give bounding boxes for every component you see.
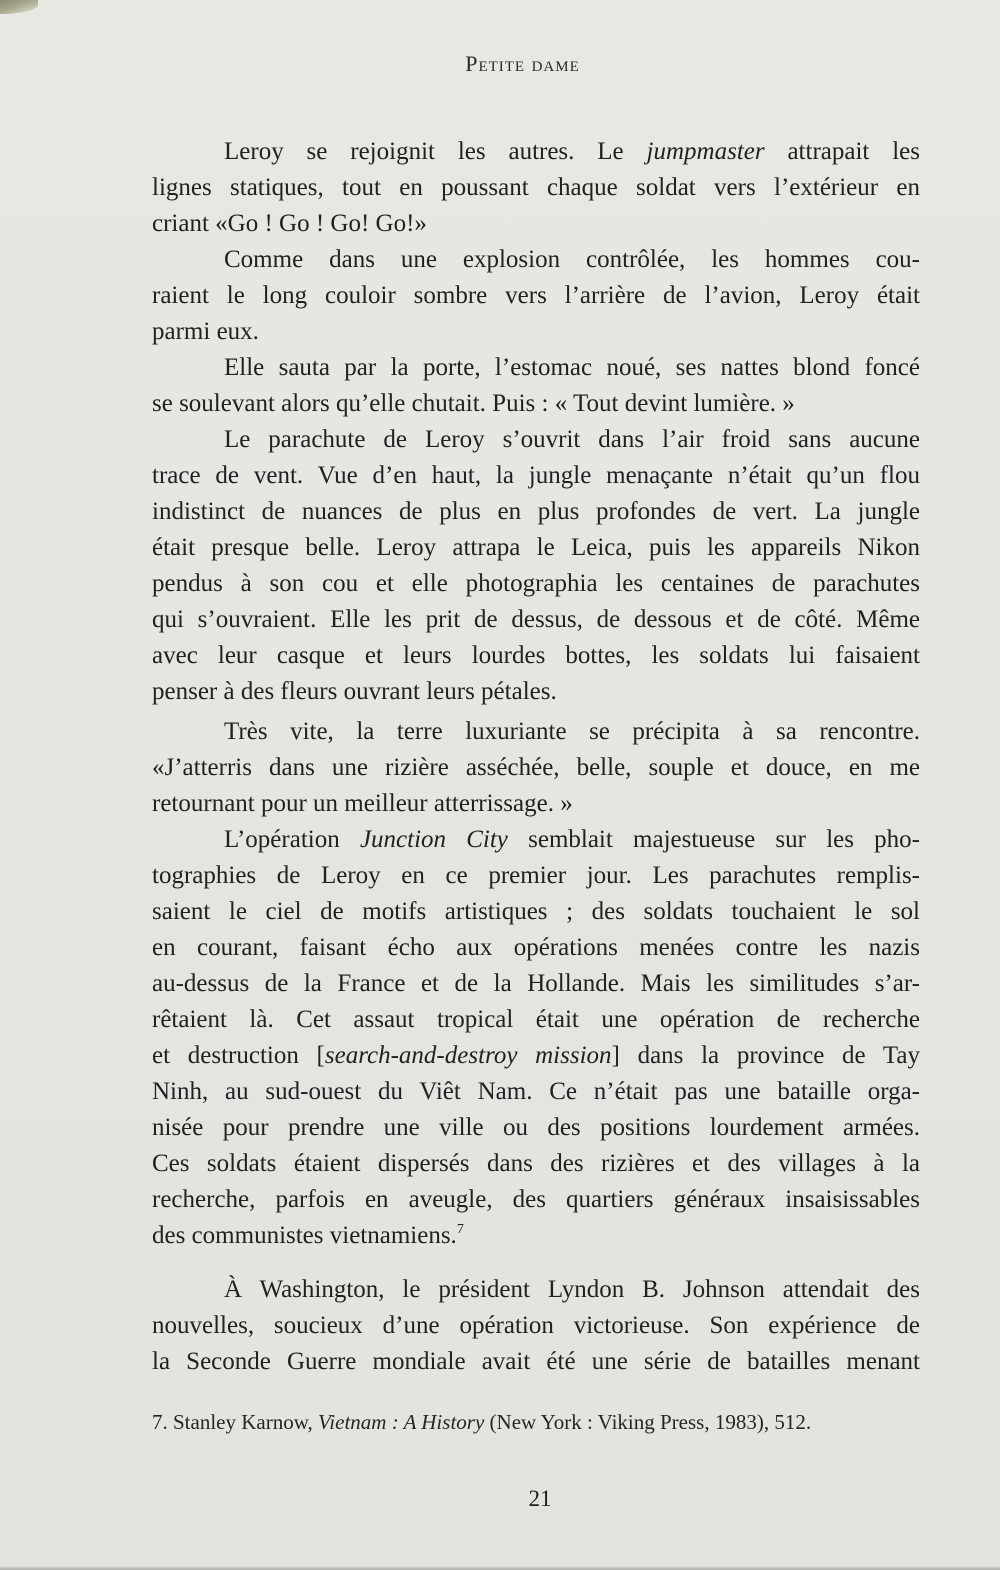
text-segment: Leroy se rejoignit les autres. Le xyxy=(224,138,647,165)
text-line xyxy=(152,1038,920,1074)
italic-text: search-and-destroy mission xyxy=(324,1042,612,1069)
text-segment: tographies de Leroy en ce premier jour. Les parachutes remplis- xyxy=(152,862,920,889)
footnote-title: Vietnam : A History xyxy=(318,1410,485,1434)
italic-text: Junction City xyxy=(359,826,508,853)
paragraph-first-line xyxy=(152,822,920,858)
text-segment: se soulevant alors qu’elle chutait. Puis : « Tout devint lumière. » xyxy=(152,390,795,417)
text-segment: qui s’ouvraient. Elle les prit de dessus, de dessous et de côté. Même xyxy=(152,606,920,633)
text-segment: Comme dans une explosion contrôlée, les hommes cou- xyxy=(224,246,920,273)
text-line xyxy=(152,170,920,206)
text-segment: parmi eux. xyxy=(152,318,259,345)
text-line xyxy=(152,458,920,494)
text-segment: pendus à son cou et elle photographia les centaines de parachutes xyxy=(152,570,920,597)
text-line xyxy=(152,1110,920,1146)
text-line xyxy=(152,386,920,422)
paragraph-first-line xyxy=(152,422,920,458)
running-head: Petite dame xyxy=(465,51,580,76)
text-line xyxy=(152,1344,920,1380)
text-line xyxy=(152,930,920,966)
text-segment: trace de vent. Vue d’en haut, la jungle menaçante n’était qu’un flou xyxy=(152,462,920,489)
text-segment: Le parachute de Leroy s’ouvrit dans l’air froid sans aucune xyxy=(224,426,920,453)
text-segment: et destruction [ xyxy=(152,1042,325,1069)
text-line xyxy=(152,894,920,930)
text-line xyxy=(152,530,920,566)
text-segment: criant «Go ! Go ! Go! Go!» xyxy=(152,210,427,237)
text-line xyxy=(152,1002,920,1038)
paragraph-first-line xyxy=(152,242,920,278)
text-line xyxy=(152,278,920,314)
footnote-details: (New York : Viking Press, 1983), 512. xyxy=(489,1410,812,1434)
text-segment: nisée pour prendre une ville ou des positions lourdement armées. xyxy=(152,1114,920,1141)
text-segment: À Washington, le président Lyndon B. Johnson attendait des xyxy=(224,1276,920,1303)
text-line xyxy=(152,1218,920,1254)
text-line xyxy=(152,1146,920,1182)
text-segment: au-dessus de la France et de la Hollande. Mais les similitudes s’ar- xyxy=(152,970,920,997)
text-line xyxy=(152,1074,920,1110)
text-segment: L’opération xyxy=(224,826,360,853)
footnote-author: Stanley Karnow, xyxy=(173,1410,313,1434)
text-line xyxy=(152,1308,920,1344)
text-line xyxy=(152,314,920,350)
footnote xyxy=(152,1410,811,1435)
text-segment: retournant pour un meilleur atterrissage. » xyxy=(152,790,573,817)
text-segment: la Seconde Guerre mondiale avait été une série de batailles menant xyxy=(152,1348,920,1375)
paragraph-first-line xyxy=(152,350,920,386)
text-segment: Elle sauta par la porte, l’estomac noué, ses nattes blond foncé xyxy=(224,354,920,381)
footnote-reference: 7 xyxy=(456,1222,464,1237)
text-segment: attrapait les xyxy=(764,138,920,165)
text-line xyxy=(152,674,920,710)
text-segment: des communistes vietnamiens. xyxy=(152,1222,457,1249)
text-line xyxy=(152,206,920,242)
text-segment: indistinct de nuances de plus en plus profondes de vert. La jungle xyxy=(152,498,920,525)
text-segment: Ninh, au sud-ouest du Viêt Nam. Ce n’était pas une bataille orga- xyxy=(152,1078,920,1105)
text-segment: saient le ciel de motifs artistiques ; des soldats touchaient le sol xyxy=(152,898,920,925)
text-line xyxy=(152,638,920,674)
italic-text: jumpmaster xyxy=(646,138,765,165)
text-line xyxy=(152,1182,920,1218)
text-segment: recherche, parfois en aveugle, des quartiers généraux insaisissables xyxy=(152,1186,920,1213)
text-segment: Très vite, la terre luxuriante se précipita à sa rencontre. xyxy=(224,718,920,745)
text-line xyxy=(152,750,920,786)
page-bottom-edge xyxy=(0,1566,1000,1570)
text-segment: lignes statiques, tout en poussant chaque soldat vers l’extérieur en xyxy=(152,174,920,201)
text-segment: ] dans la province de Tay xyxy=(611,1042,920,1069)
text-segment: en courant, faisant écho aux opérations menées contre les nazis xyxy=(152,934,920,961)
text-segment: nouvelles, soucieux d’une opération victorieuse. Son expérience de xyxy=(152,1312,920,1339)
text-line xyxy=(152,786,920,822)
text-segment: penser à des fleurs ouvrant leurs pétales. xyxy=(152,678,557,705)
text-line xyxy=(152,966,920,1002)
page-number: 21 xyxy=(528,1486,552,1511)
text-segment: rêtaient là. Cet assaut tropical était une opération de recherche xyxy=(152,1006,920,1033)
text-segment: raient le long couloir sombre vers l’arrière de l’avion, Leroy était xyxy=(152,282,920,309)
text-segment: était presque belle. Leroy attrapa le Leica, puis les appareils Nikon xyxy=(152,534,920,561)
text-line xyxy=(152,566,920,602)
paragraph-first-line xyxy=(152,1272,920,1308)
text-segment: avec leur casque et leurs lourdes bottes, les soldats lui faisaient xyxy=(152,642,920,669)
text-segment: Ces soldats étaient dispersés dans des rizières et des villages à la xyxy=(152,1150,920,1177)
footnote-number: 7. xyxy=(152,1410,168,1434)
text-line xyxy=(152,494,920,530)
text-segment: semblait majestueuse sur les pho- xyxy=(507,826,921,853)
text-segment: «J’atterris dans une rizière asséchée, belle, souple et douce, en me xyxy=(152,754,920,781)
text-line xyxy=(152,602,920,638)
paragraph-first-line xyxy=(152,714,920,750)
text-line xyxy=(152,858,920,894)
paragraph-first-line xyxy=(152,134,920,170)
page-corner-shadow xyxy=(0,0,38,14)
